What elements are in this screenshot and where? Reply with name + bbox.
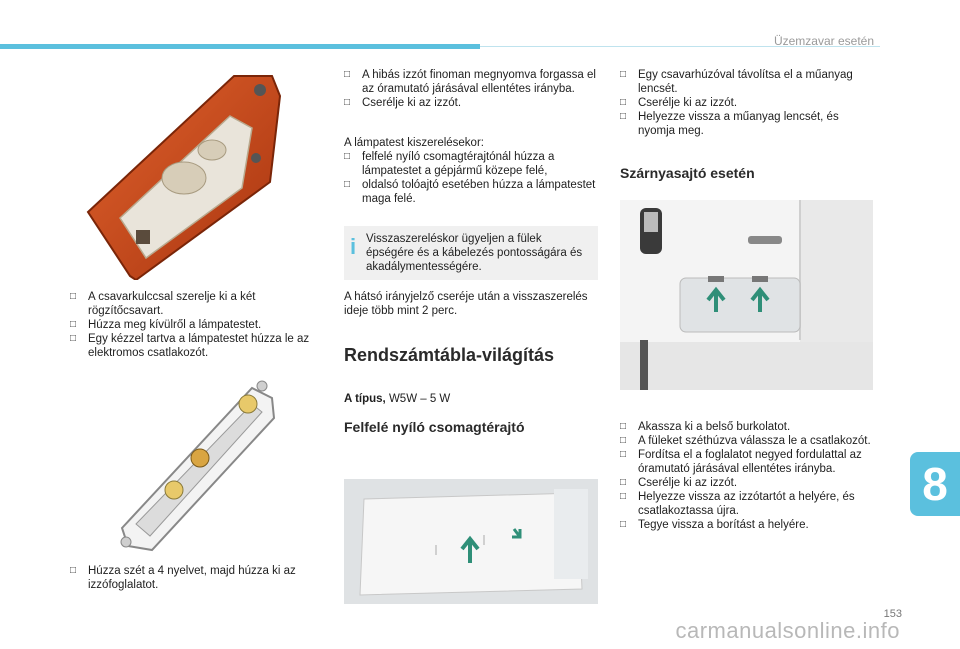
chapter-tab (910, 452, 960, 516)
col1-bullet-list-b (70, 564, 322, 592)
list-item: □ Húzza meg kívülről a lámpatestet. (70, 318, 322, 332)
bulb-type-label: A típus, (344, 393, 386, 405)
column-1-steps (70, 290, 322, 360)
col3-bullet-list-a (620, 68, 876, 138)
column-3 (620, 68, 876, 180)
list-item: □ A hibás izzót finoman megnyomva forgassa el az óramutató járásával ellentétes irányba. (344, 68, 598, 96)
chapter-header-title: Üzemzavar esetén (773, 34, 874, 48)
wing-doors-figure (620, 200, 873, 390)
list-item: □ Akassza ki a belső burkolatot. (620, 420, 876, 434)
list-item: □ Egy csavarhúzóval távolítsa el a műanyag lencsét. (620, 68, 876, 96)
list-item: □ Helyezze vissza az izzótartót a helyére, és csatlakoztassa újra. (620, 490, 876, 518)
lamp-holder-illustration (112, 378, 288, 554)
col2-bullet-list-b (344, 150, 598, 206)
list-item: □ Cserélje ki az izzót. (344, 96, 598, 110)
subsection-title-tailgate: Felfelé nyíló csomagtérajtó (344, 419, 525, 435)
wing-doors-illustration (620, 200, 873, 390)
section-title-licence-plate: Rendszámtábla-világítás (344, 345, 555, 365)
column-3-steps-b (620, 420, 876, 532)
tail-lamp-illustration (84, 70, 302, 280)
list-item: □ oldalsó tolóajtó esetében húzza a lámpatestet maga felé. (344, 178, 598, 206)
col3-bullet-list-b (620, 420, 876, 532)
list-item: □ Húzza szét a 4 nyelvet, majd húzza ki az izzófoglalatot. (70, 564, 322, 592)
list-item: □ A csavarkulccsal szerelje ki a két rögzítőcsavart. (70, 290, 322, 318)
col2-bullet-list-a (344, 68, 598, 110)
bulb-type (344, 392, 598, 406)
list-item: □ A füleket széthúzva válassza le a csatlakozót. (620, 434, 876, 448)
list-item: □ Cserélje ki az izzót. (620, 96, 876, 110)
chapter-number: 8 (922, 458, 948, 510)
column-1-steps-b (70, 564, 322, 592)
tailgate-figure (344, 479, 598, 604)
list-item: □ felfelé nyíló csomagtérajtónál húzza a lámpatestet a gépjármű közepe felé, (344, 150, 598, 178)
header-accent-bar (0, 44, 480, 49)
lamp-holder-figure (112, 378, 288, 554)
info-icon: i (350, 234, 357, 259)
list-item: □ Helyezze vissza a műanyag lencsét, és nyomja meg. (620, 110, 876, 138)
list-item: □ Tegye vissza a borítást a helyére. (620, 518, 876, 532)
col1-bullet-list-a (70, 290, 322, 360)
list-item: □ Egy kézzel tartva a lámpatestet húzza le az elektromos csatlakozót. (70, 332, 322, 360)
reassembly-intro: A lámpatest kiszerelésekor: (344, 137, 484, 149)
page-number: 153 (883, 608, 902, 620)
watermark: carmanualsonline.info (675, 618, 900, 643)
tailgate-illustration (344, 479, 598, 604)
column-2 (344, 68, 598, 434)
list-item: □ Fordítsa el a foglalatot negyed fordulattal az óramutató járásával ellentétes irányba. (620, 448, 876, 476)
after-replacement-text: A hátsó irányjelző cseréje után a visszaszerelés ideje több mint 2 perc. (344, 291, 588, 317)
subsection-title-wing-doors: Szárnyasajtó esetén (620, 165, 755, 181)
info-note-box (344, 226, 598, 280)
bulb-type-value: W5W – 5 W (388, 393, 451, 405)
list-item: □ Cserélje ki az izzót. (620, 476, 876, 490)
info-note-text: Visszaszereléskor ügyeljen a fülek épségére és a kábelezés pontosságára és akadálymentességére. (366, 233, 583, 273)
tail-lamp-figure (84, 70, 302, 280)
